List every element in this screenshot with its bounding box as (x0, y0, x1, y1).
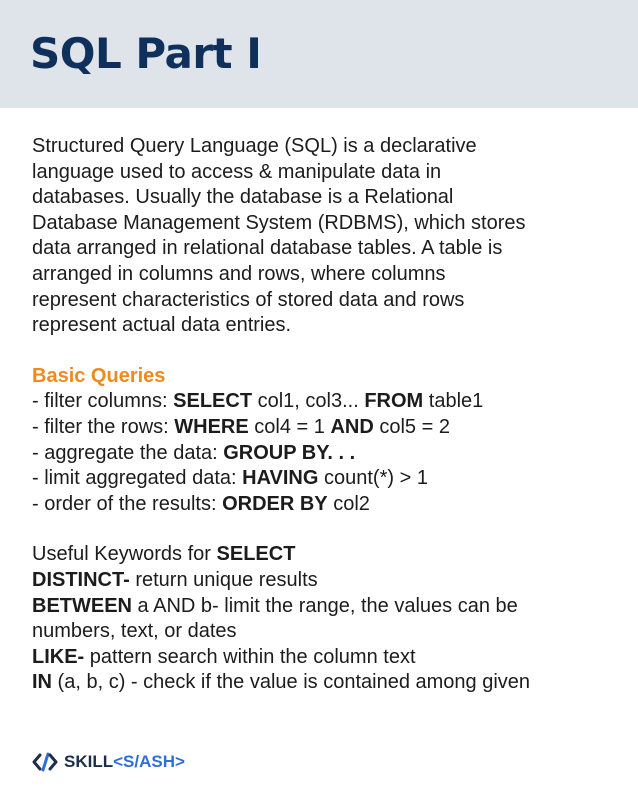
query-text: col1, col3... (252, 390, 365, 413)
sql-keyword: WHERE (174, 415, 249, 438)
keywords-section (32, 542, 612, 696)
query-item (32, 492, 612, 518)
keywords-heading (32, 542, 612, 568)
header-band (0, 0, 638, 108)
keyword-desc: return unique results (129, 568, 318, 591)
intro-paragraph (32, 134, 612, 339)
intro-line: Structured Query Language (SQL) is a declarative (32, 135, 477, 157)
query-text: col2 (327, 492, 370, 515)
basic-queries-heading: Basic Queries (32, 364, 166, 387)
intro-line: represent characteristics of stored data and rows (32, 288, 465, 311)
keywords-heading-text: Useful Keywords for (32, 543, 217, 566)
query-text: - filter columns: (32, 390, 174, 413)
query-text: table1 (423, 390, 484, 413)
keyword-desc: pattern search within the column text (84, 645, 416, 668)
intro-line: represent actual data entries. (32, 314, 292, 337)
query-item (32, 441, 612, 467)
brand-footer (32, 752, 185, 772)
intro-line: databases. Usually the database is a Relational (32, 186, 454, 209)
spacer (32, 517, 612, 542)
brand-name: SKILL (64, 752, 114, 771)
keyword-line (32, 568, 612, 594)
sql-keyword: HAVING (242, 467, 319, 490)
query-item (32, 415, 612, 441)
query-item (32, 466, 612, 492)
intro-line: arranged in columns and rows, where columns (32, 262, 446, 285)
page-title: SQL Part I (30, 29, 262, 78)
brand-name-accent: <S/ASH> (113, 752, 185, 771)
sql-keyword: AND (330, 415, 374, 438)
sql-keyword: DISTINCT- (32, 568, 130, 591)
keyword-line (32, 594, 612, 620)
sql-keyword: LIKE- (32, 645, 85, 668)
sql-keyword: FROM (364, 390, 424, 413)
query-text: col5 = 2 (373, 415, 450, 438)
keyword-desc: a AND b- limit the range, the values can be (132, 594, 518, 617)
keyword-desc: (a, b, c) - check if the value is contained among given (52, 671, 531, 694)
query-text: count(*) > 1 (318, 467, 428, 490)
keyword-line (32, 645, 612, 671)
query-text: col4 = 1 (248, 415, 331, 438)
sql-keyword: BETWEEN (32, 594, 132, 617)
sql-keyword: ORDER BY (222, 492, 328, 515)
keyword-desc: numbers, text, or dates (32, 620, 237, 643)
sql-keyword: GROUP BY. . . (223, 441, 356, 464)
query-text: - order of the results: (32, 492, 223, 515)
sql-keyword: SELECT (173, 390, 253, 413)
sql-keyword: IN (32, 671, 52, 694)
intro-line: Database Management System (RDBMS), which stores (32, 211, 526, 234)
query-item (32, 389, 612, 415)
keyword-line (32, 670, 612, 696)
keyword-line (32, 619, 612, 645)
query-text: - limit aggregated data: (32, 467, 243, 490)
content (32, 134, 612, 696)
intro-line: data arranged in relational database tables. A table is (32, 237, 503, 260)
sql-keyword: SELECT (216, 543, 296, 566)
query-text: - filter the rows: (32, 415, 175, 438)
code-brackets-icon (32, 752, 58, 772)
intro-line: language used to access & manipulate data in (32, 160, 442, 183)
basic-queries-list (32, 389, 612, 517)
query-text: - aggregate the data: (32, 441, 224, 464)
